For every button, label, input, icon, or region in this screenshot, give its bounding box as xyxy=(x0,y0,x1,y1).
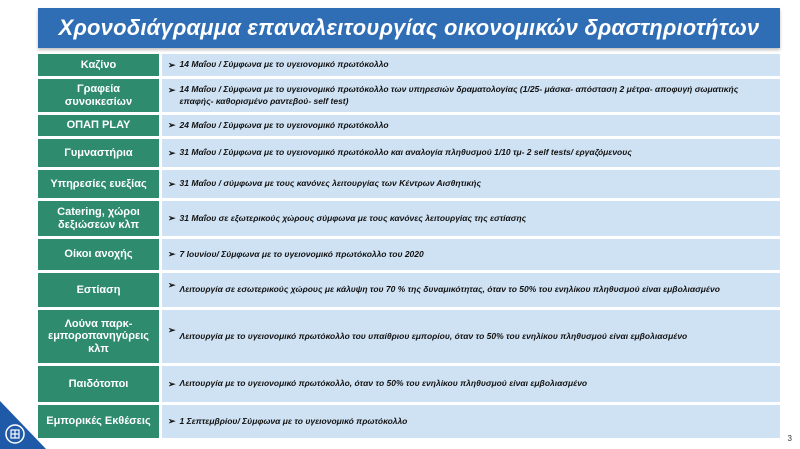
row-content xyxy=(162,170,780,198)
row-label: Εστίαση xyxy=(38,273,159,307)
row-label: Γυμναστήρια xyxy=(38,139,159,167)
row-label: Υπηρεσίες ευεξίας xyxy=(38,170,159,198)
arrow-bullet-icon: ➢ xyxy=(168,325,176,335)
table-row xyxy=(38,273,780,307)
row-content xyxy=(162,366,780,402)
row-content xyxy=(162,54,780,76)
row-text: Λειτουργία σε εσωτερικούς χώρους με κάλυψη του 70 % της δυναμικότητας, όταν το 50% του ενηλίκου πληθυσμού είναι εμβολιασμένο xyxy=(179,284,720,295)
table-row xyxy=(38,79,780,112)
row-content xyxy=(162,201,780,236)
row-label: Οίκοι ανοχής xyxy=(38,239,159,270)
arrow-bullet-icon: ➢ xyxy=(168,416,176,427)
row-text: 31 Μαΐου / σύμφωνα με τους κανόνες λειτουργίας των Κέντρων Αισθητικής xyxy=(179,178,481,189)
arrow-bullet-icon: ➢ xyxy=(168,280,176,290)
row-text: 31 Μαΐου σε εξωτερικούς χώρους σύμφωνα με τους κανόνες λειτουργίας της εστίασης xyxy=(179,212,527,223)
row-label: Λούνα παρκ- εμποροπανηγύρεις κλπ xyxy=(38,310,159,363)
arrow-bullet-icon: ➢ xyxy=(168,85,176,95)
table-row xyxy=(38,201,780,236)
table-row xyxy=(38,239,780,270)
arrow-bullet-icon: ➢ xyxy=(168,147,176,158)
row-content xyxy=(162,139,780,167)
row-content xyxy=(162,310,780,363)
table-row xyxy=(38,54,780,76)
row-content xyxy=(162,239,780,270)
row-text: Λειτουργία με το υγειονομικό πρωτόκολλο του υπαίθριου εμπορίου, όταν το 50% του ενηλίκου πληθυσμού είναι εμβολιασμένο xyxy=(179,330,688,341)
arrow-bullet-icon: ➢ xyxy=(168,59,176,70)
arrow-bullet-icon: ➢ xyxy=(168,213,176,224)
row-label: Παιδότοποι xyxy=(38,366,159,402)
table-row xyxy=(38,366,780,402)
arrow-bullet-icon: ➢ xyxy=(168,120,176,131)
row-text: Λειτουργία με το υγειονομικό πρωτόκολλο, όταν το 50% του ενηλίκου πληθυσμού είναι εμβολιασμένο xyxy=(179,378,588,389)
greek-government-emblem-icon xyxy=(0,391,46,449)
row-label: Catering, χώροι δεξιώσεων κλπ xyxy=(38,201,159,236)
row-content xyxy=(162,273,780,307)
row-text: 14 Μαΐου / Σύμφωνα με το υγειονομικό πρωτόκολλο των υπηρεσιών δραματολογίας (1/25- μάσκα- απόσταση 2 μέτρα- αποφυγή σωματικής επαφής- καθορισμένο ραντεβού- self test) xyxy=(179,84,739,106)
page-title: Χρονοδιάγραμμα επαναλειτουργίας οικονομικών δραστηριοτήτων xyxy=(58,15,760,40)
arrow-bullet-icon: ➢ xyxy=(168,178,176,189)
arrow-bullet-icon: ➢ xyxy=(168,378,176,389)
row-label: ΟΠΑΠ PLAY xyxy=(38,115,159,136)
arrow-bullet-icon: ➢ xyxy=(168,249,176,260)
row-content xyxy=(162,115,780,136)
row-text: 7 Ιουνίου/ Σύμφωνα με το υγειονομικό πρωτόκολλο του 2020 xyxy=(179,248,424,259)
row-label: Εμπορικές Εκθέσεις xyxy=(38,405,159,438)
table-row xyxy=(38,139,780,167)
table-row xyxy=(38,405,780,438)
row-content xyxy=(162,79,780,112)
row-label: Γραφεία συνοικεσίων xyxy=(38,79,159,112)
table-row xyxy=(38,170,780,198)
table-row xyxy=(38,115,780,136)
page-number: 3 xyxy=(787,434,792,443)
row-label: Καζίνο xyxy=(38,54,159,76)
row-text: 1 Σεπτεμβρίου/ Σύμφωνα με το υγειονομικό πρωτόκολλο xyxy=(179,415,408,426)
row-text: 31 Μαΐου / Σύμφωνα με το υγειονομικό πρωτόκολλο και αναλογία πληθυσμού 1/10 τμ- 2 self tests/ εργαζόμενους xyxy=(179,147,632,158)
row-content xyxy=(162,405,780,438)
title-bar xyxy=(38,8,780,48)
row-text: 24 Μαΐου / Σύμφωνα με το υγειονομικό πρωτόκολλο xyxy=(179,119,389,130)
table-row xyxy=(38,310,780,363)
row-text: 14 Μαΐου / Σύμφωνα με το υγειονομικό πρωτόκολλο xyxy=(179,59,389,70)
